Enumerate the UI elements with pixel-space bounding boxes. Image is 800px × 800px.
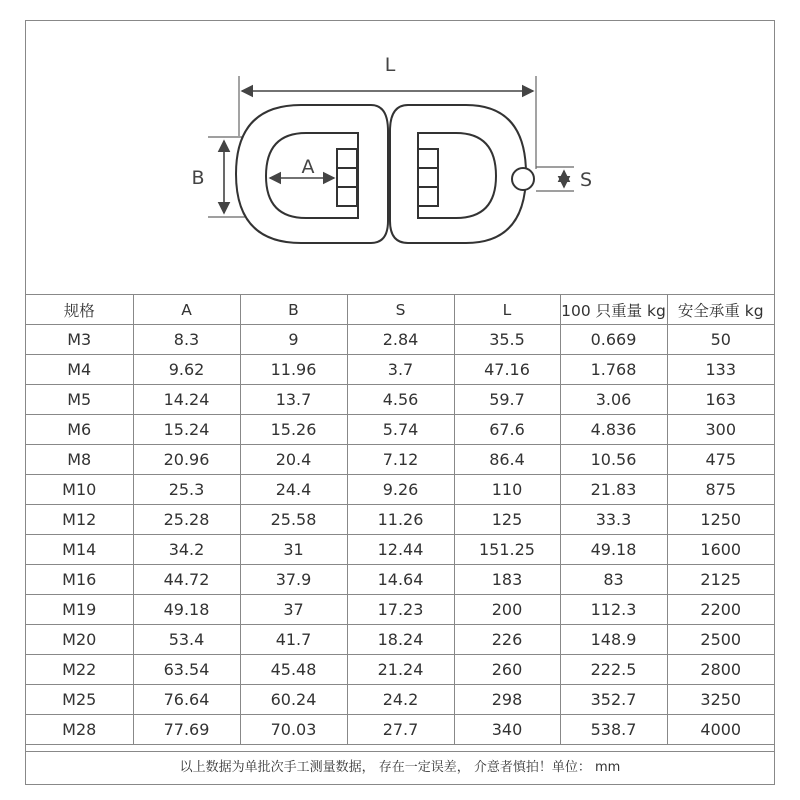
- cell-l: 67.6: [454, 415, 560, 445]
- cell-s: 9.26: [347, 475, 454, 505]
- cell-weight: 33.3: [560, 505, 667, 535]
- cell-spec: M20: [26, 625, 133, 655]
- swivel-drawing: [26, 21, 774, 294]
- table-row: [26, 355, 774, 385]
- swivel-diagram: [26, 21, 774, 294]
- cell-b: 15.26: [240, 415, 347, 445]
- table-row: [26, 625, 774, 655]
- cell-l: 47.16: [454, 355, 560, 385]
- table-header-row: [26, 295, 774, 325]
- cell-weight: 4.836: [560, 415, 667, 445]
- footnote: 以上数据为单批次手工测量数据， 存在一定误差， 介意者慎拍！单位： mm: [26, 751, 774, 784]
- cell-s: 27.7: [347, 715, 454, 745]
- cell-spec: M6: [26, 415, 133, 445]
- cell-b: 31: [240, 535, 347, 565]
- cell-weight: 3.06: [560, 385, 667, 415]
- cell-l: 298: [454, 685, 560, 715]
- cell-weight: 21.83: [560, 475, 667, 505]
- spec-table: [26, 294, 774, 745]
- cell-a: 63.54: [133, 655, 240, 685]
- cell-b: 37: [240, 595, 347, 625]
- cell-spec: M28: [26, 715, 133, 745]
- cell-spec: M3: [26, 325, 133, 355]
- cell-b: 13.7: [240, 385, 347, 415]
- table-row: [26, 535, 774, 565]
- cell-a: 76.64: [133, 685, 240, 715]
- table-row: [26, 505, 774, 535]
- cell-spec: M22: [26, 655, 133, 685]
- cell-l: 35.5: [454, 325, 560, 355]
- cell-spec: M19: [26, 595, 133, 625]
- cell-weight: 49.18: [560, 535, 667, 565]
- cell-l: 340: [454, 715, 560, 745]
- dimension-label-s: S: [579, 169, 593, 191]
- header-a: A: [133, 295, 240, 325]
- cell-b: 37.9: [240, 565, 347, 595]
- cell-safe-load: 475: [667, 445, 774, 475]
- cell-b: 70.03: [240, 715, 347, 745]
- cell-weight: 1.768: [560, 355, 667, 385]
- cell-l: 125: [454, 505, 560, 535]
- table-body: [26, 325, 774, 745]
- dimension-label-b: B: [191, 167, 205, 189]
- cell-safe-load: 2500: [667, 625, 774, 655]
- cell-b: 24.4: [240, 475, 347, 505]
- cell-s: 2.84: [347, 325, 454, 355]
- cell-a: 77.69: [133, 715, 240, 745]
- cell-a: 25.3: [133, 475, 240, 505]
- cell-safe-load: 3250: [667, 685, 774, 715]
- cell-b: 25.58: [240, 505, 347, 535]
- cell-b: 9: [240, 325, 347, 355]
- cell-l: 200: [454, 595, 560, 625]
- cell-l: 151.25: [454, 535, 560, 565]
- table-row: [26, 565, 774, 595]
- cell-spec: M14: [26, 535, 133, 565]
- header-spec: 规格: [26, 295, 133, 325]
- cell-a: 20.96: [133, 445, 240, 475]
- cell-weight: 10.56: [560, 445, 667, 475]
- swivel-right-link: [390, 105, 534, 243]
- cell-safe-load: 4000: [667, 715, 774, 745]
- cell-spec: M4: [26, 355, 133, 385]
- spec-sheet: [25, 20, 775, 785]
- cell-spec: M25: [26, 685, 133, 715]
- cell-a: 8.3: [133, 325, 240, 355]
- cell-s: 24.2: [347, 685, 454, 715]
- cell-a: 15.24: [133, 415, 240, 445]
- cell-safe-load: 300: [667, 415, 774, 445]
- dimension-label-l: L: [384, 54, 396, 76]
- cell-b: 60.24: [240, 685, 347, 715]
- header-b: B: [240, 295, 347, 325]
- cell-l: 183: [454, 565, 560, 595]
- cell-l: 110: [454, 475, 560, 505]
- cell-weight: 222.5: [560, 655, 667, 685]
- cell-safe-load: 50: [667, 325, 774, 355]
- header-weight: 100 只重量 kg: [560, 295, 667, 325]
- cell-weight: 148.9: [560, 625, 667, 655]
- table-row: [26, 385, 774, 415]
- cell-a: 14.24: [133, 385, 240, 415]
- table-row: [26, 595, 774, 625]
- cell-safe-load: 163: [667, 385, 774, 415]
- cell-a: 34.2: [133, 535, 240, 565]
- cell-l: 59.7: [454, 385, 560, 415]
- cell-safe-load: 133: [667, 355, 774, 385]
- cell-safe-load: 875: [667, 475, 774, 505]
- cell-safe-load: 2125: [667, 565, 774, 595]
- cell-s: 14.64: [347, 565, 454, 595]
- cell-spec: M8: [26, 445, 133, 475]
- cell-safe-load: 1250: [667, 505, 774, 535]
- cell-safe-load: 2800: [667, 655, 774, 685]
- cell-a: 49.18: [133, 595, 240, 625]
- cell-l: 260: [454, 655, 560, 685]
- cell-weight: 352.7: [560, 685, 667, 715]
- header-safe-load: 安全承重 kg: [667, 295, 774, 325]
- table-row: [26, 475, 774, 505]
- header-l: L: [454, 295, 560, 325]
- table-row: [26, 445, 774, 475]
- cell-l: 226: [454, 625, 560, 655]
- cell-l: 86.4: [454, 445, 560, 475]
- cell-s: 7.12: [347, 445, 454, 475]
- cell-s: 17.23: [347, 595, 454, 625]
- cell-s: 21.24: [347, 655, 454, 685]
- cell-spec: M10: [26, 475, 133, 505]
- cell-spec: M16: [26, 565, 133, 595]
- cell-b: 41.7: [240, 625, 347, 655]
- dimension-label-a: A: [301, 156, 315, 178]
- cell-s: 3.7: [347, 355, 454, 385]
- cell-b: 20.4: [240, 445, 347, 475]
- table-row: [26, 715, 774, 745]
- cell-s: 18.24: [347, 625, 454, 655]
- cell-a: 9.62: [133, 355, 240, 385]
- cell-a: 44.72: [133, 565, 240, 595]
- dimension-s: [536, 167, 592, 191]
- cell-s: 5.74: [347, 415, 454, 445]
- cell-safe-load: 2200: [667, 595, 774, 625]
- cell-weight: 112.3: [560, 595, 667, 625]
- cell-weight: 0.669: [560, 325, 667, 355]
- cell-b: 11.96: [240, 355, 347, 385]
- cell-s: 4.56: [347, 385, 454, 415]
- cell-weight: 83: [560, 565, 667, 595]
- cell-a: 53.4: [133, 625, 240, 655]
- cell-a: 25.28: [133, 505, 240, 535]
- cell-spec: M5: [26, 385, 133, 415]
- cell-weight: 538.7: [560, 715, 667, 745]
- table-row: [26, 655, 774, 685]
- header-s: S: [347, 295, 454, 325]
- cell-safe-load: 1600: [667, 535, 774, 565]
- table-row: [26, 685, 774, 715]
- table-row: [26, 415, 774, 445]
- cell-s: 11.26: [347, 505, 454, 535]
- table-row: [26, 325, 774, 355]
- cell-b: 45.48: [240, 655, 347, 685]
- cell-spec: M12: [26, 505, 133, 535]
- cell-s: 12.44: [347, 535, 454, 565]
